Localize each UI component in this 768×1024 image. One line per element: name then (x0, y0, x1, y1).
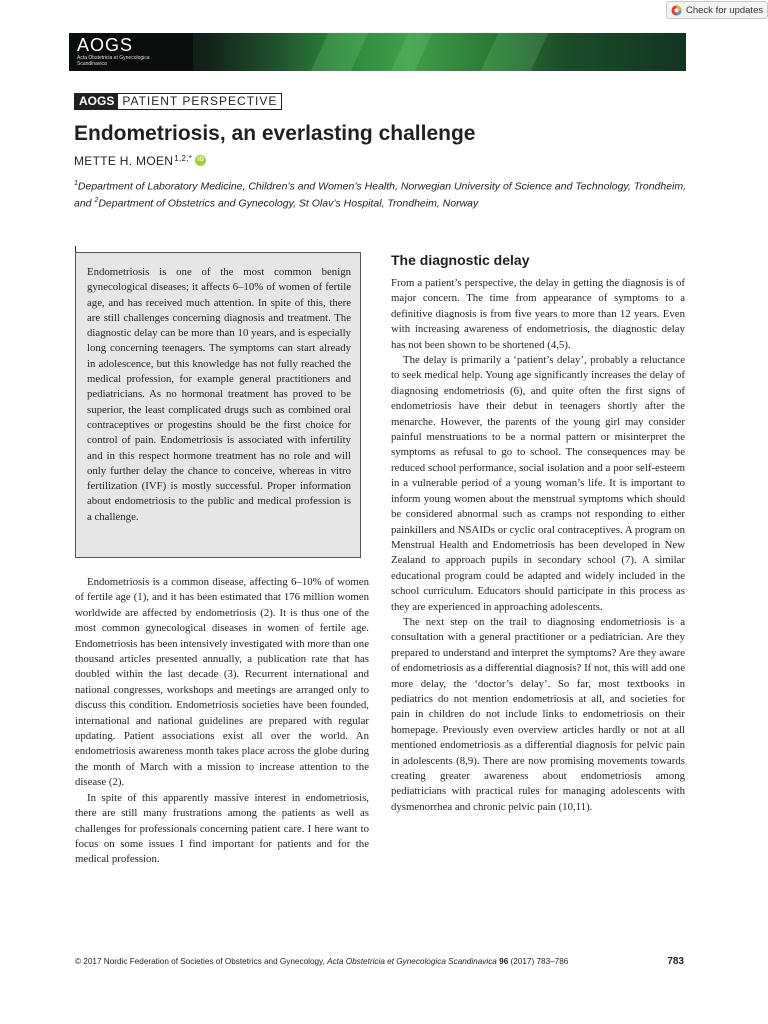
author-affiliations: $^1$Department of Laboratory Medicine, Children’s and Women’s Health, Norwegian University of Science and Technology, Trondheim, and $^2$Department of Obstetrics and Gynecology, St Olav’s Hospital, Trondheim, Norway (74, 180, 687, 209)
abstract-box: Endometriosis is one of the most common benign gynecological diseases; it affects 6–10% of women of fertile age, and has received much attention. In spite of this, there are still challenges concerning diagnosis and treatment. The diagnostic delay can be more than 10 years, and is especially long concerning teenagers. The symptoms can start already in adolescence, but this knowledge has not fully reached the medical profession, for example general practitioners and pediatricians. As no hormonal treatment has proved to be superior, the least complicated drugs such as combined oral contraceptives or progestins should be the first choice for control of pain. Endometriosis is associated with infertility and in this respect hormone treatment has no role and will only further delay the chance to conceive, whereas in vitro fertilization (IVF) is mostly successful. Proper information about endometriosis to the public and medical profession is a challenge. (75, 252, 361, 558)
journal-logo-box (69, 33, 193, 71)
section-heading: The diagnostic delay (391, 252, 530, 268)
body-paragraph: The delay is primarily a ‘patient’s delay’, probably a reluctance to seek medical help. Young age significantly increases the delay of diagnosing endometriosis (6), and quite often the first signs of endometriosis have their debut in teenagers shortly after the menarche. However, the parents of the young girl may consider painful menstruations to be a normal pattern or misinterpret the symptoms as refusal to go to school. The consequences may be reduced school performance, social isolation and a poor self-esteem in a vulnerable period of a young woman’s life. It is important to inform young women about the menstrual symptoms which should be considered abnormal such as cramps not responding to either painkillers and NSAIDs or cyclic oral contraceptives. A program on Menstrual Health and Endometriosis has been developed in New Zealand to approach pupils in secondary school (7). A similar educational program could be adapted and widely included in the school curriculum. Educators should participate in this process as they are experienced in approaching adolescents. (391, 354, 685, 613)
journal-logo: AOGS (77, 35, 134, 55)
orcid-icon[interactable]: iD (195, 155, 206, 166)
intro-paragraph: Endometriosis is a common disease, affecting 6–10% of women of fertile age (1), and it has been estimated that 176 million women worldwide are affected by endometriosis (2). It is thus one of the most common gynecological diseases in women of fertile age. Endometriosis has been intensively investigated with more than one thousand articles presented annually, a publication rate that has doubled within the last decade (3). Recurrent international and national congresses, workshops and meetings are arranged only to discuss this condition. Endometriosis societies have been founded, international and national guidelines are prepared with regular updating. Patient associations exist all over the world. An endometriosis awareness month takes place across the globe during the month of March with a mission to increase attention to the disease (2). (75, 576, 369, 789)
category-tag: AOGS (75, 94, 118, 109)
article-title: Endometriosis, an everlasting challenge (74, 122, 476, 145)
check-for-updates-button[interactable] (666, 1, 768, 19)
crossmark-icon (671, 5, 682, 16)
intro-paragraph: In spite of this apparently massive interest in endometriosis, there are still many frustrations among the patients as well as challenges for professionals concerning patient care. I here want to focus on some issues I find important for patients and for the medical profession. (75, 791, 369, 866)
author-affiliation-marks: 1,2,* (174, 154, 193, 163)
intro-column (75, 575, 369, 868)
article-category (74, 93, 282, 110)
diagnostic-delay-column (391, 276, 685, 815)
body-paragraph: From a patient’s perspective, the delay in getting the diagnosis is of major concern. The time from appearance of symptoms to a definitive diagnosis is from five years to more than 12 years. Even with increasing awareness of endometriosis, the diagnostic delay has not been shown to be shortened (4,5). (391, 277, 685, 351)
category-label: PATIENT PERSPECTIVE (122, 94, 278, 108)
author-line (74, 154, 206, 168)
author-name: METTE H. MOEN (74, 154, 174, 168)
check-for-updates-label: Check for updates (686, 4, 764, 16)
page-number: 783 (667, 956, 684, 967)
journal-banner (69, 33, 686, 71)
body-paragraph: The next step on the trail to diagnosing endometriosis is a consultation with a general practitioner or a pediatrician. Are they prepared to understand and interpret the symptoms? Are they aware of endometriosis as a differential diagnosis? If not, this will add one more delay, the ‘doctor’s delay’. So far, most textbooks in pediatrics do not mention endometriosis at all, and societies for pain in children do not include links to endometriosis on their homepage. Previously even overview articles hardly or not at all mentioned endometriosis as a differential diagnosis for pelvic pain in adolescents (8,9). There are now promising movements towards creating greater awareness about endometriosis among pediatricians with practical rules for managing adolescents with dysmenorrhea and chronic pelvic pain (10,11). (391, 615, 685, 813)
page-footer: © 2017 Nordic Federation of Societies of Obstetrics and Gynecology, Acta Obstetricia et Gynecologica Scandinavica 96 (2017) 783–786 (75, 957, 569, 966)
journal-logo-subtitle: Acta Obstetricia et Gynecologica Scandinavica (77, 55, 150, 67)
